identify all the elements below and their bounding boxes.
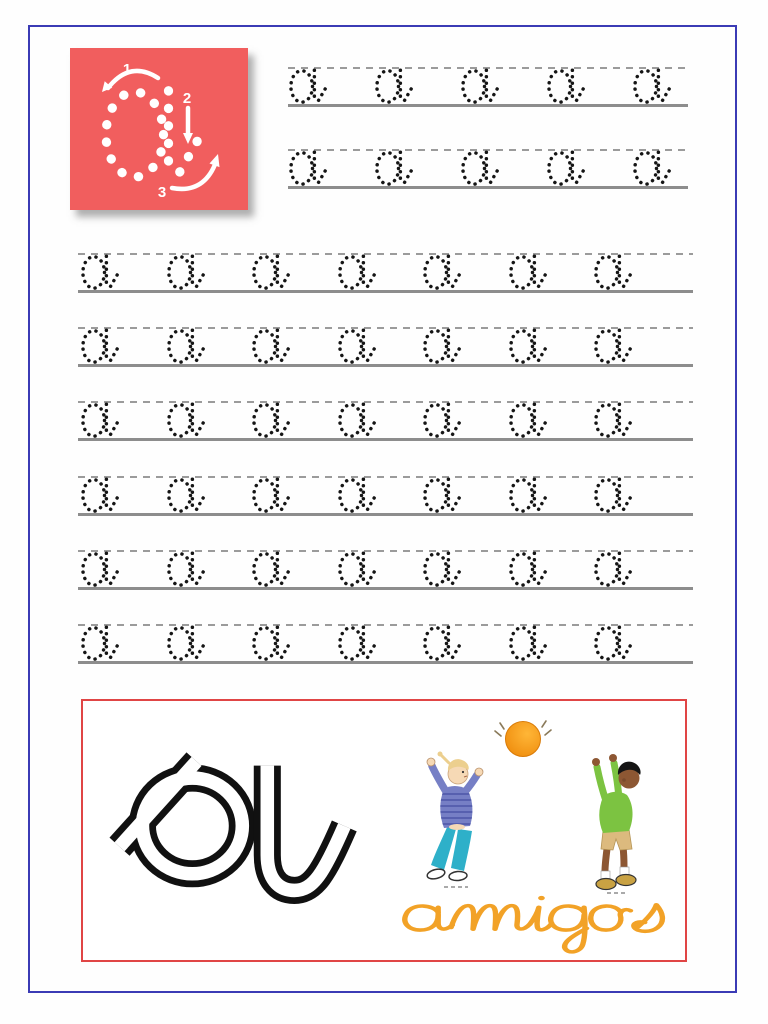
dotted-letter-a [423, 550, 470, 587]
stroke-step-2: 2 [182, 90, 192, 107]
dotted-letter-a [338, 476, 385, 513]
dotted-letter-a [461, 149, 508, 186]
trace-row [78, 624, 693, 664]
arrow-3-head [210, 154, 220, 167]
stroke-order-diagram [70, 48, 248, 210]
dotted-letter-a [167, 476, 214, 513]
dotted-letter-a [167, 401, 214, 438]
dotted-letter-a [461, 67, 508, 104]
right-child-illustration [561, 747, 661, 897]
dotted-letter-a [594, 624, 641, 661]
dotted-letter-a [423, 401, 470, 438]
dotted-letter-a [81, 624, 128, 661]
arrow-2-head [183, 133, 193, 144]
dotted-letter-a [289, 149, 336, 186]
caption-word [393, 877, 677, 957]
dotted-letter-a [81, 327, 128, 364]
dotted-letter-a [167, 253, 214, 290]
dotted-letter-a [594, 401, 641, 438]
stroke-step-1: 1 [122, 61, 132, 78]
dotted-letter-a [81, 550, 128, 587]
dotted-letter-a [167, 550, 214, 587]
dotted-letter-a [633, 67, 680, 104]
dotted-letter-a [594, 476, 641, 513]
dotted-letter-a [509, 253, 556, 290]
caption-panel [81, 699, 687, 962]
dotted-letter-a [338, 550, 385, 587]
dotted-letter-a [338, 253, 385, 290]
trace-row [78, 253, 693, 293]
dotted-letter-a [423, 253, 470, 290]
dotted-letter-a [509, 401, 556, 438]
dotted-letter-a [252, 550, 299, 587]
dotted-letter-a [81, 401, 128, 438]
left-child-illustration [408, 749, 514, 891]
dotted-letter-a [167, 624, 214, 661]
dotted-letter-a [594, 327, 641, 364]
dotted-letter-a [594, 550, 641, 587]
dotted-letter-a [338, 327, 385, 364]
dotted-letter-a [81, 476, 128, 513]
dotted-letter-a [252, 401, 299, 438]
dotted-letter-a [547, 149, 594, 186]
trace-row [78, 476, 693, 516]
dotted-letter-a [633, 149, 680, 186]
dotted-letter-a [509, 550, 556, 587]
dotted-letter-a [252, 327, 299, 364]
dotted-letter-a [423, 476, 470, 513]
trace-row [288, 67, 688, 107]
dotted-letter-a [81, 253, 128, 290]
trace-row [288, 149, 688, 189]
trace-row [78, 401, 693, 441]
dotted-letter-a [423, 327, 470, 364]
stroke-order-card [70, 48, 248, 210]
dotted-letter-a [509, 624, 556, 661]
dotted-letter-a [375, 149, 422, 186]
dotted-letter-a [509, 476, 556, 513]
dotted-letter-a [252, 253, 299, 290]
dotted-letter-a [167, 327, 214, 364]
trace-row [78, 327, 693, 367]
dotted-letter-a [289, 67, 336, 104]
dotted-letter-a [423, 624, 470, 661]
dotted-letter-a [252, 476, 299, 513]
dotted-letter-a [509, 327, 556, 364]
dotted-letter-a [338, 624, 385, 661]
dotted-letter-a [375, 67, 422, 104]
stroke-step-3: 3 [157, 184, 167, 201]
dotted-letter-a [252, 624, 299, 661]
dotted-letter-a [547, 67, 594, 104]
stroke-arrow-1 [108, 71, 158, 88]
trace-row [78, 550, 693, 590]
dotted-letter-a [338, 401, 385, 438]
dotted-letter-a [594, 253, 641, 290]
display-letter-a [109, 751, 359, 905]
